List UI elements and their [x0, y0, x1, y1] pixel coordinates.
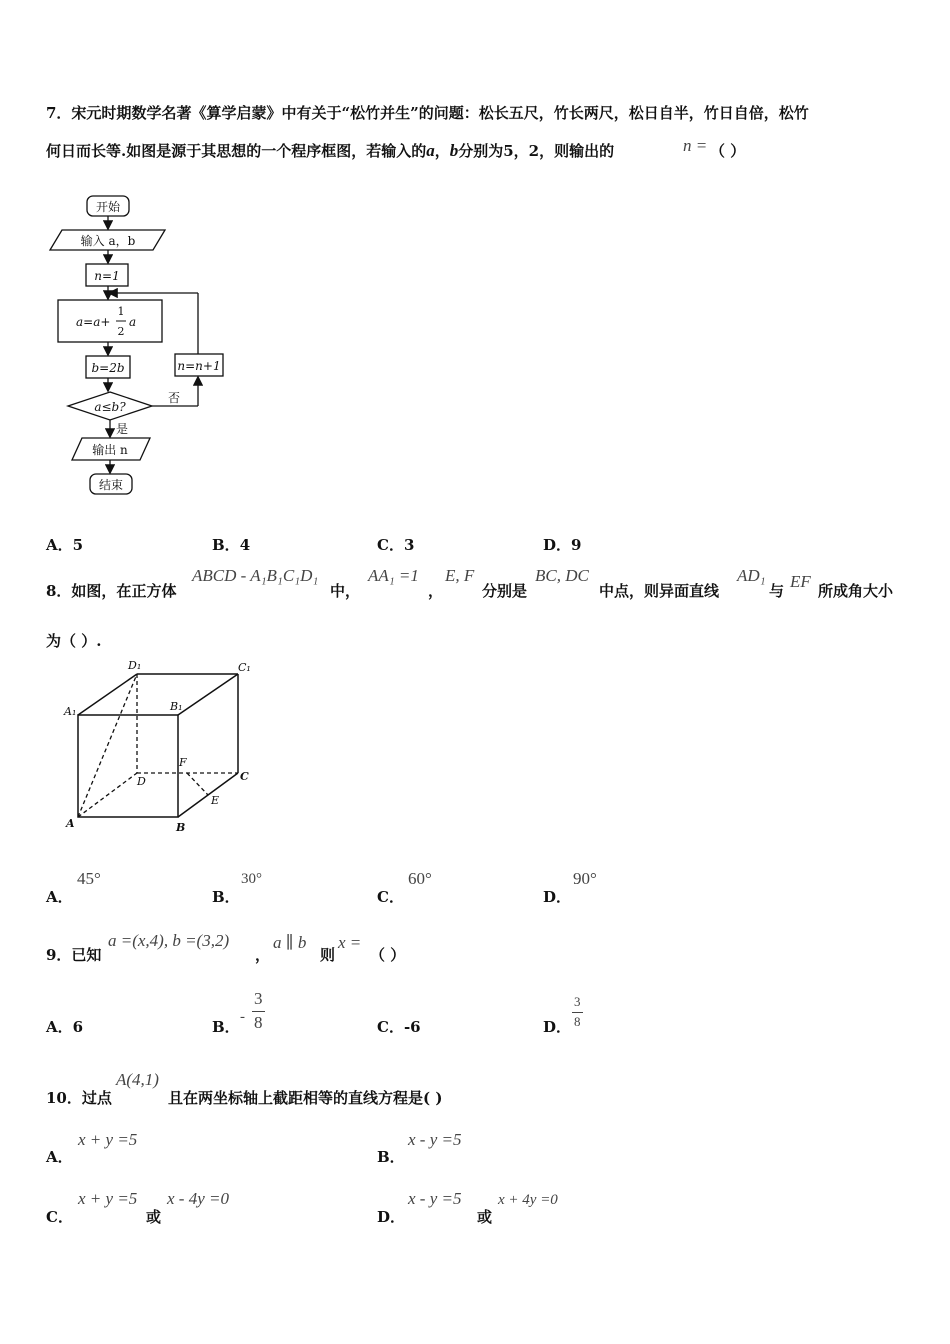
q10-stem-text2: 且在两坐标轴上截距相等的直线方程是( ): [168, 1089, 443, 1107]
q9-option-b-label[interactable]: B．: [212, 1018, 240, 1036]
option-value: -6: [403, 1018, 421, 1036]
q9-option-b-num: 3: [254, 989, 263, 1008]
q10-stem-text1: 10．过点: [46, 1089, 112, 1107]
q8-stem-text6: 与: [769, 582, 785, 600]
q8-stem-text1: 8．如图，在正方体: [46, 582, 177, 600]
flow-yes-label: 是: [116, 422, 129, 436]
q7-stem-line1: 7．宋元时期数学名著《算学启蒙》中有关于“松竹并生”的问题：松长五尺，竹长两尺，松日自半，竹日自倍，松竹: [46, 104, 809, 122]
cube-label-a1: A₁: [64, 705, 77, 718]
q9-x-eq: x =: [338, 933, 362, 952]
flow-update-a-right: a: [129, 315, 137, 329]
q10-option-d-label[interactable]: D．: [377, 1208, 406, 1226]
q8-stem-text2: 中，: [330, 582, 361, 600]
flow-output-label: 输出 n: [92, 443, 128, 457]
q7-flowchart: [40, 190, 240, 500]
cube-label-d1: D₁: [128, 659, 142, 672]
q7-var-b: b: [449, 141, 459, 160]
cube-label-e: E: [211, 794, 220, 807]
option-label: B．: [212, 536, 240, 554]
q10-option-d-or: 或: [477, 1208, 493, 1226]
q10-option-d-eq: x - y =5: [408, 1189, 462, 1208]
q10-option-c-eq2: x - 4y =0: [167, 1189, 229, 1208]
q8-ef: E, F: [445, 566, 475, 585]
q10-option-a-label[interactable]: A．: [46, 1148, 73, 1166]
option-label: D．: [543, 536, 572, 554]
q8-option-b-value: 30°: [241, 871, 262, 887]
flow-cond-label: a≤b?: [94, 400, 126, 414]
option-value: 9: [571, 536, 582, 554]
q8-ef2: EF: [790, 572, 811, 591]
q8-stem-line2: 为（ ）.: [46, 632, 102, 650]
q9-stem-text2: ，: [255, 946, 271, 964]
cube-label-d: D: [137, 775, 146, 788]
q9-option-d-fraction-bar: [572, 1012, 583, 1013]
q7-option-d[interactable]: [543, 534, 581, 555]
option-label: C．: [377, 536, 404, 554]
cube-label-a: A: [66, 817, 75, 830]
q8-stem-text5: 中点，则异面直线: [599, 582, 720, 600]
q10-point: [116, 1070, 159, 1090]
flow-frac-num: 1: [117, 305, 125, 318]
cube-label-c: C: [240, 770, 249, 783]
q8-cube-name: ABCD - A₁B₁C₁D₁: [192, 566, 319, 585]
q9-parallel: a ∥ b: [273, 933, 307, 952]
flow-init-label: n=1: [94, 269, 120, 283]
flow-update-a-left: a=a+: [76, 315, 111, 329]
q8-option-a-value: 45°: [77, 869, 101, 888]
q10-option-b-label[interactable]: B．: [377, 1148, 405, 1166]
flow-start-label: 开始: [95, 200, 121, 214]
option-label: A．: [46, 1018, 73, 1036]
cube-label-f: F: [179, 756, 187, 769]
q8-stem-text3: ，: [428, 582, 444, 600]
q8-bcdc: BC, DC: [535, 566, 589, 585]
q7-option-c[interactable]: [377, 534, 414, 555]
q7-paren: （ ）: [710, 142, 746, 160]
q8-option-d-value: 90°: [573, 869, 597, 888]
q8-aa1: AA₁ =1: [368, 566, 419, 585]
q8-option-a-label[interactable]: A．: [46, 888, 73, 906]
q9-option-b-den: 8: [254, 1013, 263, 1032]
q7-n-expr: n =: [683, 136, 708, 155]
q9-vectors: a =(x,4), b =(3,2): [108, 931, 230, 950]
q7-sep: ，: [434, 142, 450, 160]
q9-paren: （ ）: [370, 946, 406, 964]
option-value: 4: [239, 536, 251, 554]
q8-option-d-label[interactable]: D．: [543, 888, 572, 906]
q9-option-b-fraction-bar: [252, 1011, 265, 1012]
q10-option-c-label[interactable]: C．: [46, 1208, 73, 1226]
q8-stem-text4: 分别是: [482, 582, 528, 600]
q7-stem-line2: [46, 140, 614, 161]
q10-point-text: A(4,1): [116, 1070, 159, 1089]
q9-option-b-sign: -: [240, 1009, 245, 1025]
q9-stem-text3: 则: [320, 946, 336, 964]
q10-option-d-eq2: x + 4y =0: [498, 1192, 558, 1208]
flow-no-label: 否: [168, 391, 181, 405]
q10-option-b-eq: x - y =5: [408, 1130, 462, 1149]
q8-stem-text7: 所成角大小: [818, 582, 894, 600]
q8-cube-figure: [60, 655, 260, 840]
q7-stem-text2: 分别为5，2，则输出的: [458, 142, 615, 160]
flow-frac-den: 2: [117, 325, 125, 338]
option-value: 3: [403, 536, 415, 554]
cube-label-b1: B₁: [170, 700, 183, 713]
q9-stem-text1: 9．已知: [46, 946, 102, 964]
q9-option-d-den: 8: [574, 1014, 581, 1029]
q9-option-c[interactable]: [377, 1016, 421, 1037]
q10-option-c-eq: x + y =5: [78, 1189, 138, 1208]
flow-incr-label: n=n+1: [177, 359, 221, 373]
q8-option-c-value: 60°: [408, 869, 432, 888]
q8-option-c-label[interactable]: C．: [377, 888, 404, 906]
q10-option-c-or: 或: [146, 1208, 162, 1226]
cube-label-b: B: [176, 821, 186, 834]
q7-var-a: a: [426, 141, 435, 160]
q7-option-a[interactable]: [46, 534, 83, 555]
q7-option-b[interactable]: [212, 534, 250, 555]
cube-label-c1: C₁: [238, 661, 251, 674]
q7-stem-text: 何日而长等.如图是源于其思想的一个程序框图，若输入的: [46, 142, 427, 160]
option-label: C．: [377, 1018, 404, 1036]
flow-end-label: 结束: [98, 478, 124, 492]
q10-option-a-eq: x + y =5: [78, 1130, 138, 1149]
flow-input-label: 输入 a，b: [80, 234, 136, 248]
q8-option-b-label[interactable]: B．: [212, 888, 240, 906]
flow-update-b-label: b=2b: [91, 361, 125, 375]
q9-option-a[interactable]: [46, 1016, 83, 1037]
q9-option-d-num: 3: [574, 994, 581, 1009]
q8-ad1: AD₁: [737, 566, 766, 585]
option-value: 6: [72, 1018, 84, 1036]
option-label: A．: [46, 536, 73, 554]
q9-option-d-label[interactable]: D．: [543, 1018, 572, 1036]
option-value: 5: [72, 536, 84, 554]
